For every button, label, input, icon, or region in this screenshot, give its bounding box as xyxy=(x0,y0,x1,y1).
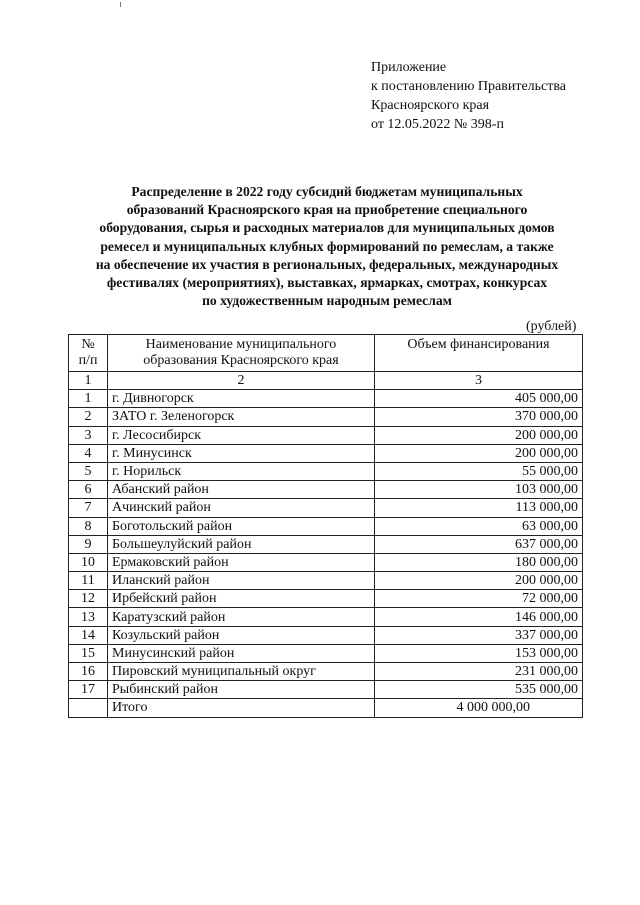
municipality-name: Рыбинский район xyxy=(108,681,375,699)
total-empty-cell xyxy=(69,699,108,717)
municipality-name: Ирбейский район xyxy=(108,590,375,608)
funding-amount: 535 000,00 xyxy=(375,681,583,699)
municipality-name: г. Дивногорск xyxy=(108,390,375,408)
funding-amount: 370 000,00 xyxy=(375,408,583,426)
row-number: 12 xyxy=(69,590,108,608)
header-number-line2: п/п xyxy=(78,353,98,368)
row-number: 17 xyxy=(69,681,108,699)
table-row xyxy=(69,663,583,681)
table-row xyxy=(69,608,583,626)
funding-amount: 113 000,00 xyxy=(375,499,583,517)
funding-amount: 637 000,00 xyxy=(375,535,583,553)
row-number: 1 xyxy=(69,390,108,408)
funding-amount: 72 000,00 xyxy=(375,590,583,608)
table-row xyxy=(69,517,583,535)
title-line: ремесел и муниципальных клубных формирований по ремеслам, а также xyxy=(100,238,554,254)
funding-amount: 200 000,00 xyxy=(375,444,583,462)
funding-amount: 103 000,00 xyxy=(375,481,583,499)
row-number: 14 xyxy=(69,626,108,644)
header-name-line1: Наименование муниципального xyxy=(145,337,337,352)
municipality-name: г. Норильск xyxy=(108,462,375,480)
row-number: 10 xyxy=(69,553,108,571)
table-row xyxy=(69,390,583,408)
row-number: 16 xyxy=(69,663,108,681)
municipality-name: Ермаковский район xyxy=(108,553,375,571)
municipality-name: Пировский муниципальный округ xyxy=(108,663,375,681)
table-row xyxy=(69,644,583,662)
row-number: 2 xyxy=(69,408,108,426)
funding-amount: 180 000,00 xyxy=(375,553,583,571)
row-number: 11 xyxy=(69,572,108,590)
funding-amount: 200 000,00 xyxy=(375,572,583,590)
table-header-row xyxy=(69,335,583,372)
table-row xyxy=(69,572,583,590)
row-number: 9 xyxy=(69,535,108,553)
units-note: (рублей) xyxy=(526,319,577,334)
row-number: 6 xyxy=(69,481,108,499)
column-number: 3 xyxy=(375,372,583,390)
header-number xyxy=(69,335,108,372)
column-number: 1 xyxy=(69,372,108,390)
municipality-name: ЗАТО г. Зеленогорск xyxy=(108,408,375,426)
funding-amount: 55 000,00 xyxy=(375,462,583,480)
appendix-line: Красноярского края xyxy=(371,98,490,113)
total-amount: 4 000 000,00 xyxy=(375,699,583,717)
title-line: на обеспечение их участия в региональных, федеральных, международных xyxy=(95,256,559,272)
table-row xyxy=(69,481,583,499)
row-number: 5 xyxy=(69,462,108,480)
header-amount: Объем финансирования xyxy=(375,335,583,372)
row-number: 15 xyxy=(69,644,108,662)
total-row xyxy=(69,699,583,717)
appendix-line: от 12.05.2022 № 398-п xyxy=(371,117,504,132)
title-line: оборудования, сырья и расходных материалов для муниципальных домов xyxy=(99,220,555,236)
column-numbers-row xyxy=(69,372,583,390)
municipality-name: Большеулуйский район xyxy=(108,535,375,553)
document-title xyxy=(62,183,592,310)
table-row xyxy=(69,408,583,426)
table-row xyxy=(69,590,583,608)
row-number: 13 xyxy=(69,608,108,626)
table-row xyxy=(69,681,583,699)
total-label: Итого xyxy=(108,699,375,717)
scan-mark xyxy=(120,2,121,7)
municipality-name: Каратузский район xyxy=(108,608,375,626)
table-row xyxy=(69,626,583,644)
header-name-line2: образования Красноярского края xyxy=(143,353,339,368)
table-row xyxy=(69,462,583,480)
funding-amount: 63 000,00 xyxy=(375,517,583,535)
title-line: фестивалях (мероприятиях), выставках, ярмарках, смотрах, конкурсах xyxy=(106,275,548,291)
row-number: 7 xyxy=(69,499,108,517)
municipality-name: г. Лесосибирск xyxy=(108,426,375,444)
table-row xyxy=(69,444,583,462)
appendix-line: к постановлению Правительства xyxy=(371,79,567,94)
municipality-name: Иланский район xyxy=(108,572,375,590)
row-number: 8 xyxy=(69,517,108,535)
row-number: 3 xyxy=(69,426,108,444)
funding-amount: 153 000,00 xyxy=(375,644,583,662)
table-row xyxy=(69,426,583,444)
appendix-header xyxy=(371,58,566,134)
header-name xyxy=(108,335,375,372)
municipality-name: Ачинский район xyxy=(108,499,375,517)
table-row xyxy=(69,553,583,571)
municipality-name: Козульский район xyxy=(108,626,375,644)
title-line: образований Красноярского края на приобретение специального xyxy=(126,202,528,218)
appendix-line: Приложение xyxy=(371,60,447,75)
header-number-line1: № xyxy=(81,337,95,352)
funding-amount: 405 000,00 xyxy=(375,390,583,408)
funding-amount: 337 000,00 xyxy=(375,626,583,644)
municipality-name: Боготольский район xyxy=(108,517,375,535)
title-line: Распределение в 2022 году субсидий бюджетам муниципальных xyxy=(131,184,523,199)
municipality-name: Минусинский район xyxy=(108,644,375,662)
funding-amount: 200 000,00 xyxy=(375,426,583,444)
funding-amount: 231 000,00 xyxy=(375,663,583,681)
table-row xyxy=(69,535,583,553)
municipality-name: г. Минусинск xyxy=(108,444,375,462)
title-line: по художественным народным ремеслам xyxy=(202,293,452,309)
row-number: 4 xyxy=(69,444,108,462)
municipality-name: Абанский район xyxy=(108,481,375,499)
table-body xyxy=(69,390,583,699)
financing-table xyxy=(68,334,583,718)
table-row xyxy=(69,499,583,517)
column-number: 2 xyxy=(108,372,375,390)
funding-amount: 146 000,00 xyxy=(375,608,583,626)
